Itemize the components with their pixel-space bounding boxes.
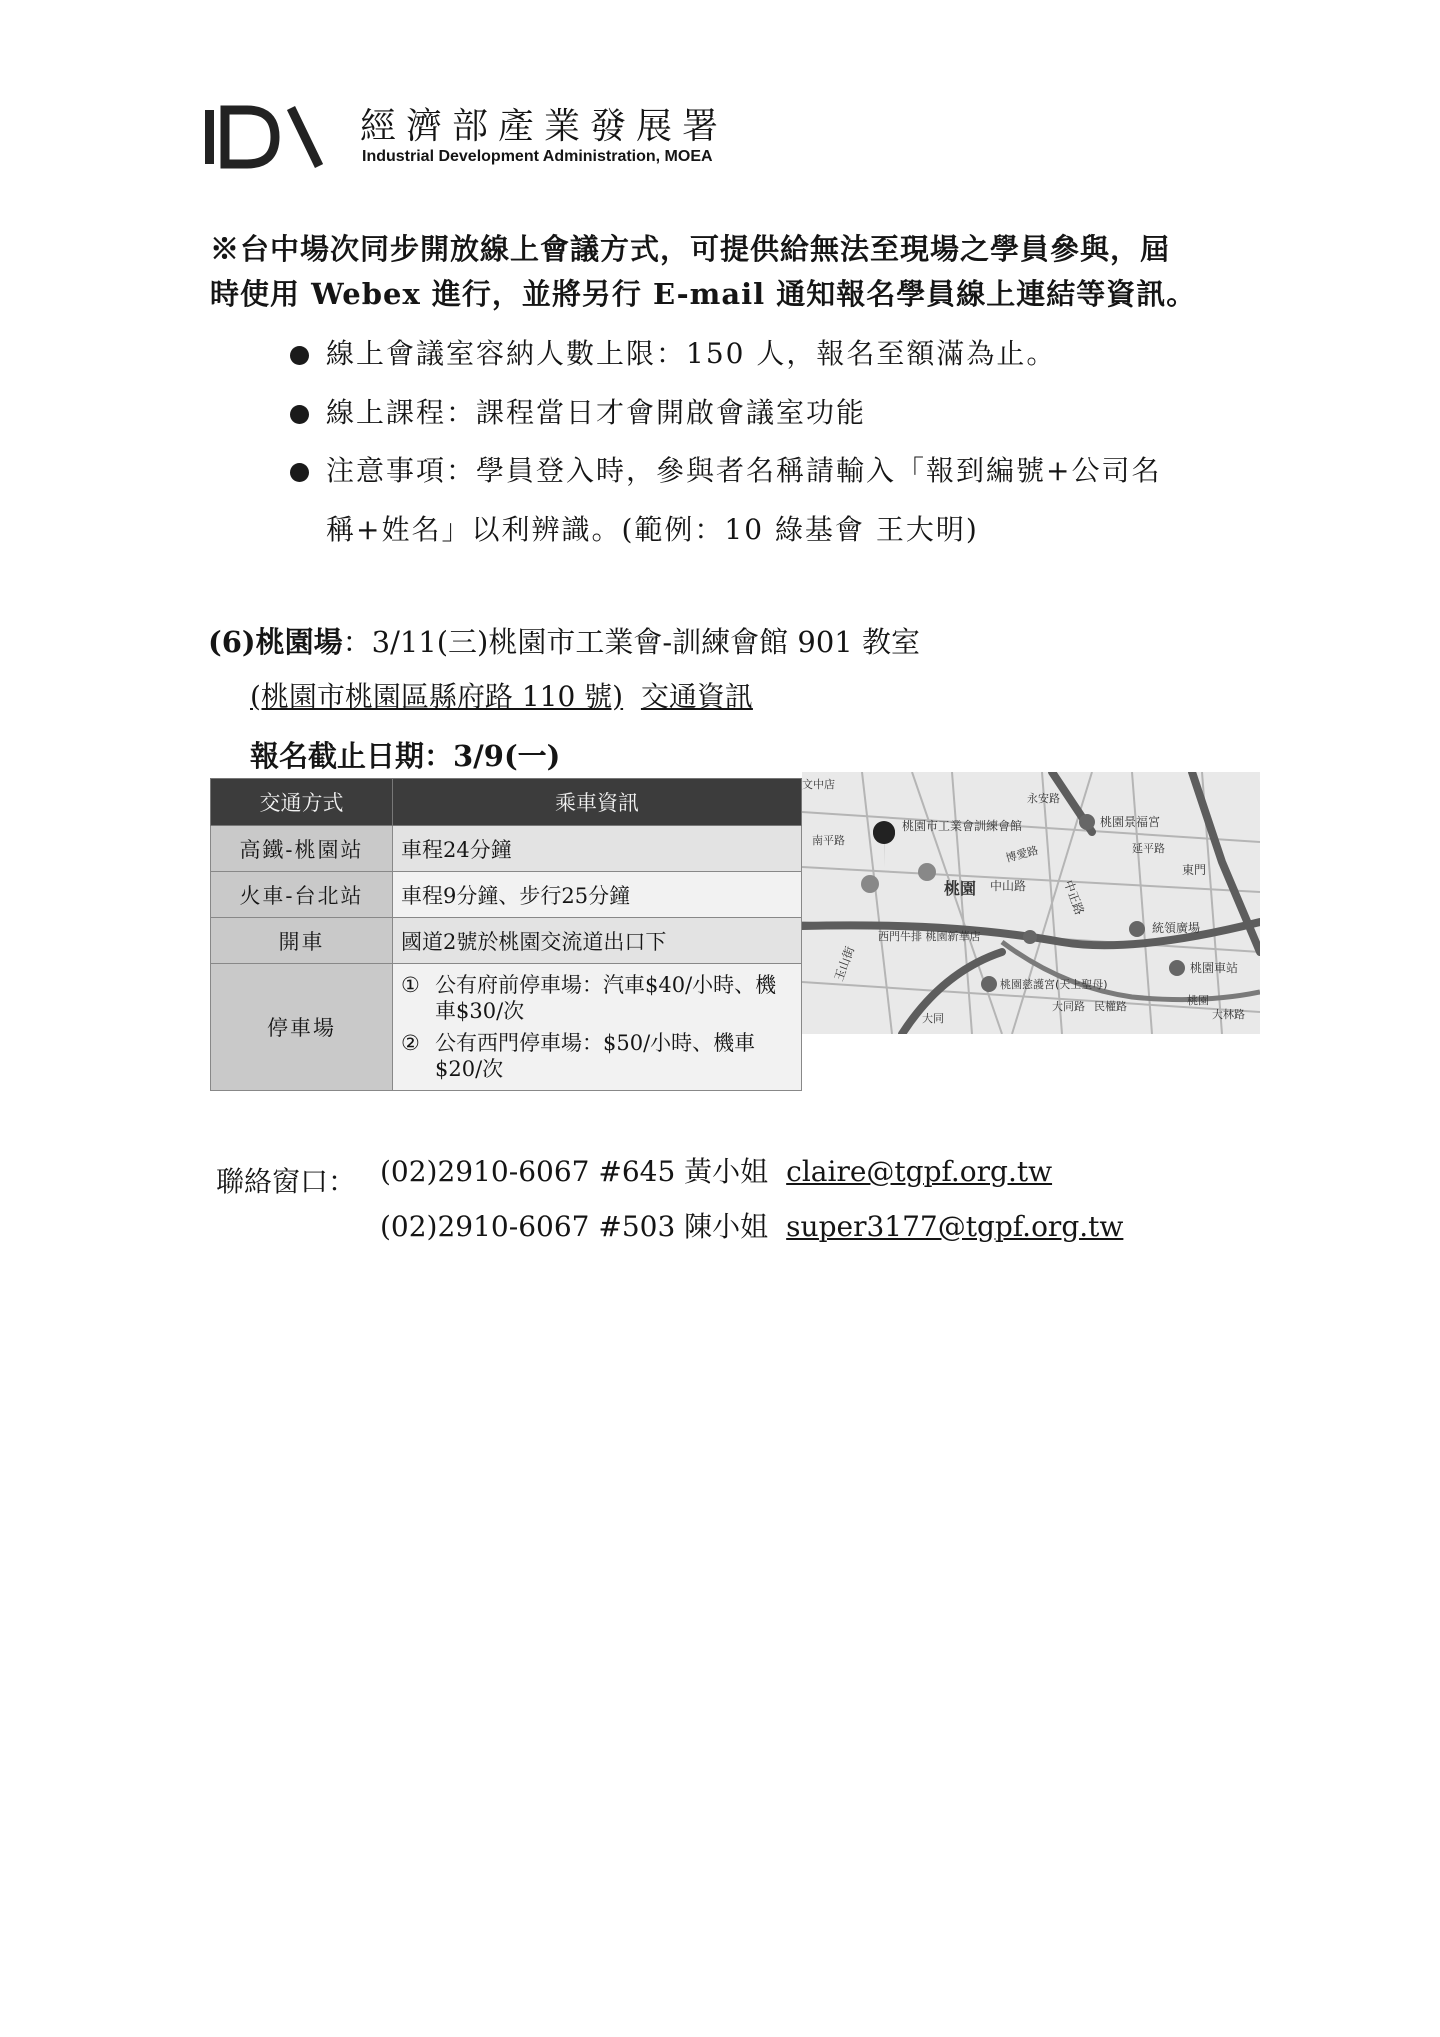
bullet-text: 線上課程：課程當日才會開啟會議室功能	[326, 396, 867, 429]
contact-row	[380, 1205, 1123, 1245]
map-label-zhongshan: 中山路	[990, 879, 1027, 893]
shrine-icon	[981, 976, 997, 992]
notice-line-2: 時使用 Webex 進行，並將另行 E-mail 通知報名學員線上連結等資訊。	[210, 277, 1197, 311]
bullet-dot-icon	[290, 463, 309, 482]
location-map	[802, 772, 1260, 1034]
transport-mode: 開車	[211, 918, 393, 964]
parking-item	[401, 1030, 793, 1082]
registration-deadline: 報名截止日期：3/9(一)	[250, 739, 561, 773]
traffic-info-link[interactable]: 交通資訊	[640, 680, 753, 713]
ida-logo-icon	[205, 104, 323, 170]
transport-mode: 高鐵-桃園站	[211, 826, 393, 872]
transport-table	[210, 778, 802, 1091]
map-label-datong-road: 大同路	[1052, 1000, 1085, 1013]
session-address-row	[250, 675, 753, 715]
session-address: (桃園市桃園區縣府路 110 號)	[250, 680, 624, 713]
table-row	[211, 918, 802, 964]
map-label-dongmen: 東門	[1182, 863, 1207, 877]
bullet-text-continued: 稱+姓名」以利辨識。(範例：10 綠基會 王大明)	[326, 513, 979, 546]
table-row	[211, 872, 802, 918]
table-header-row	[211, 779, 802, 826]
session-detail: ：3/11(三)桃園市工業會-訓練會館 901 教室	[342, 625, 920, 659]
parking-number: ②	[401, 1031, 420, 1055]
agency-name-zh: 經濟部產業發展署	[360, 106, 729, 147]
map-label-dalin: 大林路	[1212, 1008, 1245, 1021]
temple-icon	[1079, 814, 1095, 830]
parking-text: 公有西門停車場：$50/小時、機車$20/次	[435, 1031, 756, 1081]
column-header: 乘車資訊	[393, 779, 802, 826]
contact-email-link[interactable]: claire@tgpf.org.tw	[786, 1155, 1053, 1188]
map-label-datong: 大同	[922, 1012, 944, 1025]
map-label-boai: 博愛路	[1004, 843, 1040, 865]
map-label-shrine: 桃園慈護宮(天上聖母)	[1000, 978, 1108, 991]
map-label-temple: 桃園景福宮	[1100, 815, 1161, 829]
bullet-dot-icon	[290, 405, 309, 424]
plaza-icon	[1129, 921, 1145, 937]
shop-icon	[1023, 930, 1037, 944]
notice-line-1: ※台中場次同步開放線上會議方式，可提供給無法至現場之學員參與，屆	[210, 232, 1171, 266]
column-header: 交通方式	[211, 779, 393, 826]
transport-info: 車程9分鐘、步行25分鐘	[393, 872, 802, 918]
bullet-text: 注意事項：學員登入時，參與者名稱請輸入「報到編號+公司名	[326, 454, 1162, 487]
map-label-yongan: 永安路	[1027, 792, 1060, 805]
agency-name-en: Industrial Development Administration, MOEA	[362, 148, 713, 165]
parking-icon	[861, 875, 879, 893]
map-label-market: 西門牛排 桃園新華店	[878, 930, 981, 943]
map-label-shop: 文中店	[802, 778, 835, 791]
transport-mode: 停車場	[211, 964, 393, 1091]
rail-station-icon	[1169, 960, 1185, 976]
parking-number: ①	[401, 973, 420, 997]
contact-phone: (02)2910-6067 #645 黃小姐	[380, 1155, 769, 1188]
contact-label: 聯絡窗口：	[216, 1165, 357, 1198]
transport-info: 車程24分鐘	[393, 826, 802, 872]
parking-item	[401, 972, 793, 1024]
table-row	[211, 964, 802, 1091]
map-label-rail: 桃園車站	[1190, 961, 1239, 975]
contact-phone: (02)2910-6067 #503 陳小姐	[380, 1210, 769, 1243]
map-label-yanping: 延平路	[1132, 842, 1165, 855]
table-row	[211, 826, 802, 872]
map-label-venue: 桃園市工業會訓練會館	[902, 819, 1023, 833]
bullet-text: 線上會議室容納人數上限：150 人，報名至額滿為止。	[326, 337, 1057, 370]
map-label-station: 桃園	[944, 879, 977, 898]
map-label-taoyuan: 桃園	[1187, 994, 1209, 1007]
transport-info: 國道2號於桃園交流道出口下	[393, 918, 802, 964]
parking-text: 公有府前停車場：汽車$40/小時、機車$30/次	[435, 973, 777, 1023]
contact-email-link[interactable]: super3177@tgpf.org.tw	[786, 1210, 1124, 1243]
map-label-plaza: 統領廣場	[1152, 921, 1201, 935]
map-label-zhongzheng: 中正路	[1061, 878, 1087, 917]
map-label-minquan: 民權路	[1094, 1000, 1127, 1013]
parking-icon	[918, 863, 936, 881]
session-label: (6)桃園場	[208, 625, 343, 659]
map-label-nanping: 南平路	[812, 834, 845, 847]
contact-row	[380, 1150, 1052, 1190]
bullet-dot-icon	[290, 346, 309, 365]
session-title	[208, 620, 920, 661]
map-label-yushan: 玉山街	[831, 944, 858, 984]
parking-info	[393, 964, 802, 1091]
transport-mode: 火車-台北站	[211, 872, 393, 918]
